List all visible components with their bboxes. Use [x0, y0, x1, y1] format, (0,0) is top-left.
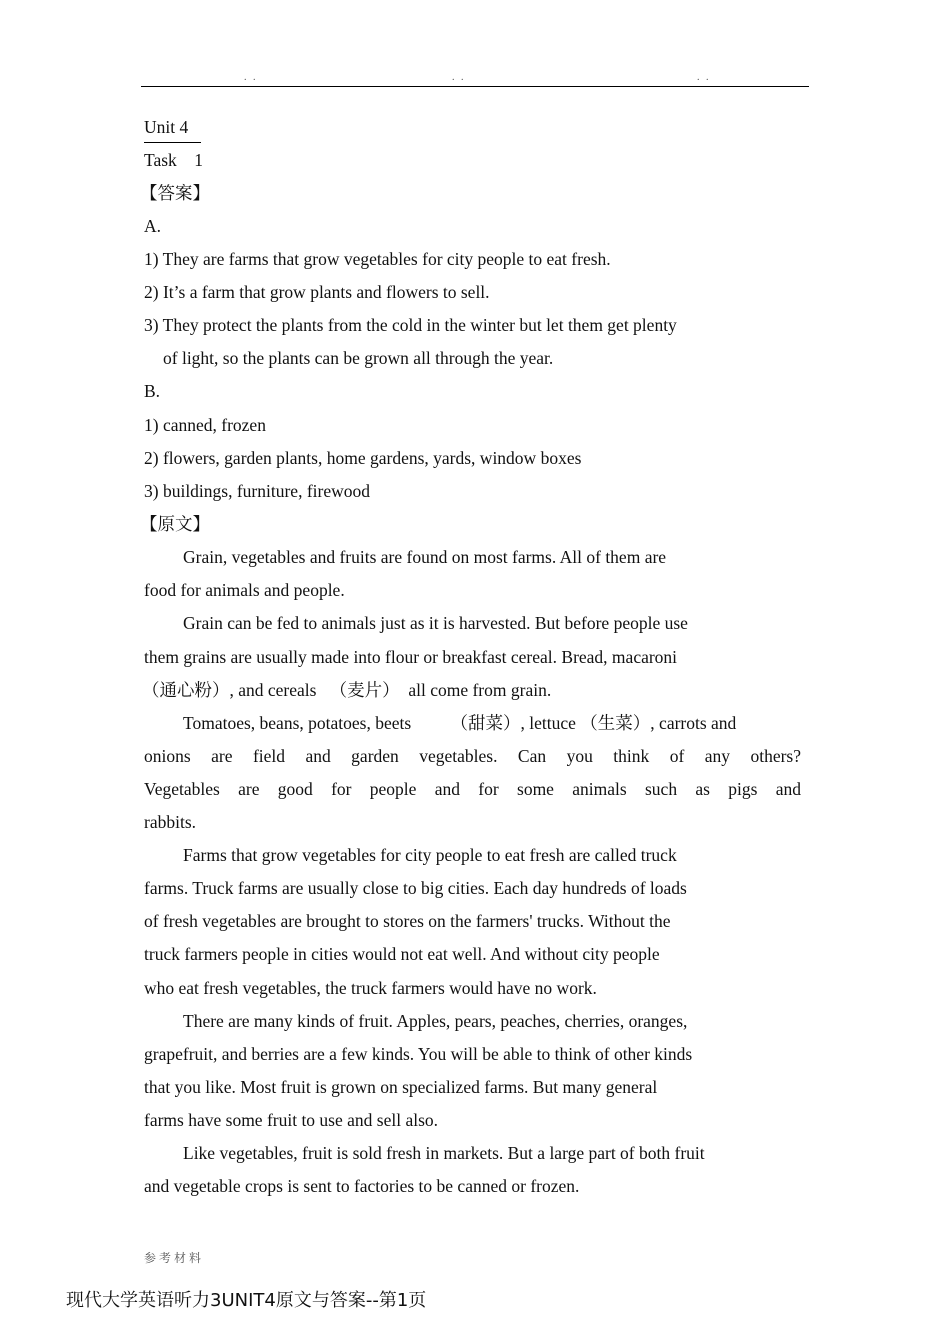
answer-item: 2) flowers, garden plants, home gardens, yards, window boxes	[144, 448, 582, 468]
passage-line: Vegetables are good for people and for some animals such as pigs and	[144, 779, 801, 799]
answer-item: 3) buildings, furniture, firewood	[144, 481, 370, 501]
passage-line: Grain, vegetables and fruits are found on most farms. All of them are	[183, 547, 667, 567]
footer-title: 现代大学英语听力3UNIT4原文与答案--第1页	[66, 1290, 427, 1311]
task-title: Task 1	[144, 150, 204, 170]
answer-item-continued: of light, so the plants can be grown all through the year.	[163, 348, 554, 368]
section-a-label: A.	[144, 216, 162, 236]
footer-note: 参考材料	[144, 1251, 205, 1265]
header-rule	[141, 86, 809, 87]
answer-heading: 【答案】	[140, 183, 210, 203]
passage-line: There are many kinds of fruit. Apples, pears, peaches, cherries, oranges,	[183, 1011, 688, 1031]
header-mark: . .	[697, 72, 711, 83]
passage-line: grapefruit, and berries are a few kinds. You will be able to think of other kinds	[144, 1044, 693, 1064]
passage-line: Tomatoes, beans, potatoes, beets （甜菜）, lettuce （生菜）, carrots and	[183, 713, 737, 733]
passage-line: of fresh vegetables are brought to stores on the farmers' trucks. Without the	[144, 911, 671, 931]
passage-line: food for animals and people.	[144, 580, 345, 600]
passage-line: （通心粉）, and cereals （麦片） all come from grain.	[142, 680, 552, 700]
passage-line: Farms that grow vegetables for city people to eat fresh are called truck	[183, 845, 677, 865]
answer-item: 3) They protect the plants from the cold in the winter but let them get plenty	[144, 315, 677, 335]
passage-line: farms have some fruit to use and sell also.	[144, 1110, 439, 1130]
passage-line: farms. Truck farms are usually close to big cities. Each day hundreds of loads	[144, 878, 687, 898]
answer-item: 1) canned, frozen	[144, 415, 266, 435]
unit-title-underline	[144, 142, 201, 143]
passage-line: Grain can be fed to animals just as it is harvested. But before people use	[183, 613, 688, 633]
passage-line: who eat fresh vegetables, the truck farmers would have no work.	[144, 978, 597, 998]
original-heading: 【原文】	[140, 514, 210, 534]
answer-item: 1) They are farms that grow vegetables for city people to eat fresh.	[144, 249, 611, 269]
passage-line: rabbits.	[144, 812, 197, 832]
header-mark: . .	[244, 72, 258, 83]
passage-line: truck farmers people in cities would not eat well. And without city people	[144, 944, 660, 964]
passage-line: that you like. Most fruit is grown on specialized farms. But many general	[144, 1077, 658, 1097]
unit-title: Unit 4	[144, 117, 189, 137]
section-b-label: B.	[144, 381, 161, 401]
answer-item: 2) It’s a farm that grow plants and flowers to sell.	[144, 282, 490, 302]
passage-line: and vegetable crops is sent to factories to be canned or frozen.	[144, 1176, 580, 1196]
header-mark: . .	[452, 72, 466, 83]
passage-line: them grains are usually made into flour or breakfast cereal. Bread, macaroni	[144, 647, 678, 667]
passage-line: onions are field and garden vegetables. Can you think of any others?	[144, 746, 801, 766]
passage-line: Like vegetables, fruit is sold fresh in markets. But a large part of both fruit	[183, 1143, 705, 1163]
